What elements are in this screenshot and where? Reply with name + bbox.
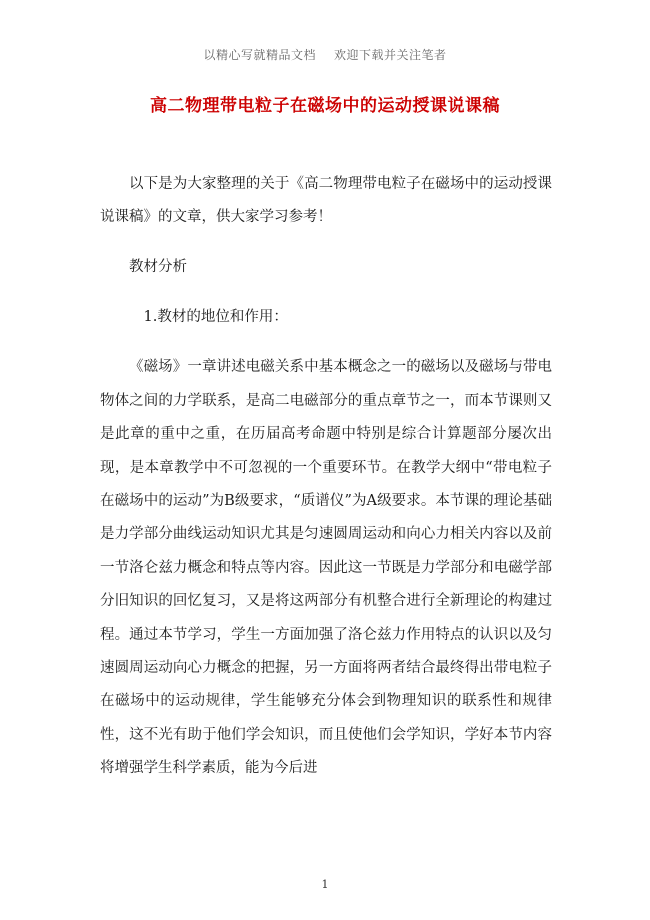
section-heading: 教材分析 [129,259,187,276]
numbered-item: 1.教材的地位和作用： [143,309,288,326]
intro-paragraph: 以下是为大家整理的关于《高二物理带电粒子在磁场中的运动授课说课稿》的文章，供大家学习参考！ [100,176,552,226]
header-right-text: 欢迎下载并关注笔者 [334,48,447,62]
document-title: 高二物理带电粒子在磁场中的运动授课说课稿 [150,96,500,116]
header-left-text: 以精心写就精品文档 [203,48,316,62]
page-header [0,46,650,63]
body-paragraph: 《磁场》一章讲述电磁关系中基本概念之一的磁场以及磁场与带电物体之间的力学联系，是高二电磁部分的重点章节之一，而本节课则又是此章的重中之重，在历届高考命题中特别是综合计算题部分屡次出现，是本章教学中不可忽视的一个重要环节。在教学大纲中“带电粒子在磁场中的运动”为B级要求，“质谱仪”为A级要求。本节课的理论基础是力学部分曲线运动知识尤其是匀速圆周运动和向心力相关内容以及前一节洛仑兹力概念和特点等内容。因此这一节既是力学部分和电磁学部分旧知识的回忆复习，又是将这两部分有机整合进行全新理论的构建过程。通过本节学习，学生一方面加强了洛仑兹力作用特点的认识以及匀速圆周运动向心力概念的把握，另一方面将两者结合最终得出带电粒子在磁场中的运动规律，学生能够充分体会到物理知识的联系性和规律性，这不光有助于他们学会知识，而且使他们会学知识，学好本节内容将增强学生科学素质，能为今后进 [100,359,552,777]
document-body [100,168,552,786]
page-number: 1 [321,878,329,891]
